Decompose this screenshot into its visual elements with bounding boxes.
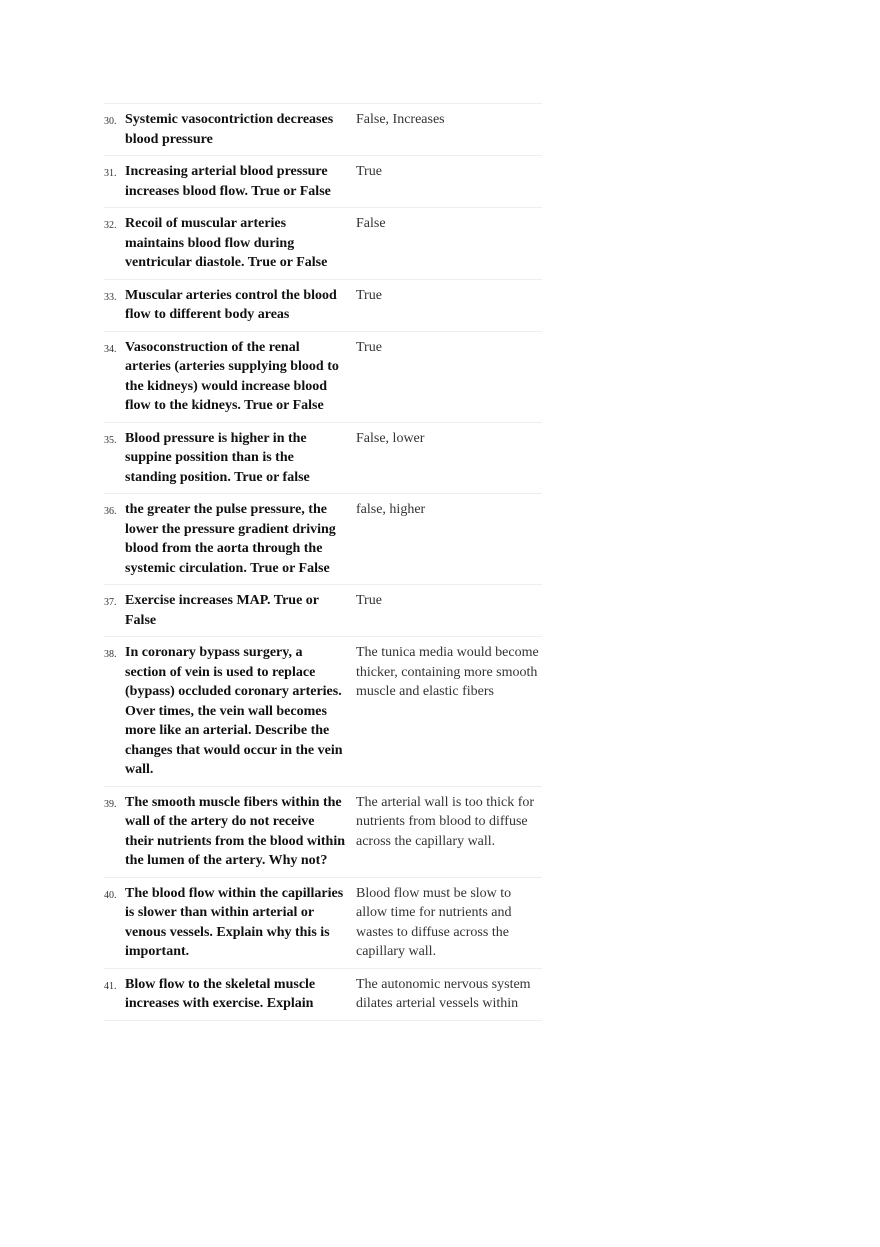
question-text: Muscular arteries control the blood flow to different body areas bbox=[125, 287, 337, 322]
question-number: 34. bbox=[104, 343, 117, 355]
answer-text: False, Increases bbox=[356, 112, 445, 127]
answer-text: Blood flow must be slow to allow time for nutrients and wastes to diffuse across the capillary wall. bbox=[356, 885, 512, 959]
question-text: The blood flow within the capillaries is slower than within arterial or venous vessels. Explain why this is important. bbox=[125, 885, 344, 959]
answer-text: The autonomic nervous system dilates arterial vessels within bbox=[356, 976, 531, 1011]
question-text: Systemic vasocontriction decreases blood pressure bbox=[125, 112, 334, 147]
qa-row bbox=[104, 207, 542, 279]
answer-text: False bbox=[356, 216, 386, 231]
question-number: 40. bbox=[104, 889, 117, 901]
question-number: 35. bbox=[104, 434, 117, 446]
question-number: 32. bbox=[104, 220, 117, 231]
question-number: 36. bbox=[104, 506, 117, 517]
question-text: Increasing arterial blood pressure increases blood flow. True or False bbox=[125, 164, 331, 199]
question-number: 37. bbox=[104, 597, 117, 608]
question-text: In coronary bypass surgery, a section of vein is used to replace (bypass) occluded coronary arteries. Over times, the vein wall becomes more like an arterial. Describe the changes that would occur in the vein wall. bbox=[125, 645, 343, 777]
answer-text: True bbox=[356, 287, 382, 303]
question-text: The smooth muscle fibers within the wall of the artery do not receive their nutrients from the blood within the lumen of the artery. Why not? bbox=[125, 794, 345, 868]
answer-text: False, lower bbox=[356, 430, 425, 446]
question-number: 31. bbox=[104, 168, 117, 179]
qa-row bbox=[104, 968, 542, 1021]
answer-text: The tunica media would become thicker, containing more smooth muscle and elastic fibers bbox=[356, 645, 539, 699]
question-text: Vasoconstruction of the renal arteries (arteries supplying blood to the kidneys) would increase blood flow to the kidneys. True or False bbox=[125, 339, 339, 413]
question-number: 30. bbox=[104, 116, 117, 127]
answer-text: True bbox=[356, 593, 382, 608]
answer-text: The arterial wall is too thick for nutrients from blood to diffuse across the capillary wall. bbox=[356, 794, 535, 849]
qa-row bbox=[104, 103, 542, 155]
question-text: Blow flow to the skeletal muscle increases with exercise. Explain bbox=[125, 976, 316, 1011]
question-number: 39. bbox=[104, 798, 117, 810]
question-number: 33. bbox=[104, 291, 117, 303]
answer-text: True bbox=[356, 339, 382, 355]
qa-row bbox=[104, 422, 542, 494]
answer-text: false, higher bbox=[356, 502, 426, 517]
qa-row bbox=[104, 331, 542, 422]
qa-row bbox=[104, 636, 542, 786]
qa-row bbox=[104, 877, 542, 968]
question-text: the greater the pulse pressure, the lower the pressure gradient driving blood from the aorta through the systemic circulation. True or False bbox=[125, 502, 336, 576]
question-number: 38. bbox=[104, 649, 117, 660]
qa-row bbox=[104, 786, 542, 877]
question-number: 41. bbox=[104, 980, 117, 992]
qa-row bbox=[104, 493, 542, 584]
question-text: Recoil of muscular arteries maintains blood flow during ventricular diastole. True or False bbox=[125, 216, 328, 270]
qa-row bbox=[104, 155, 542, 207]
question-text: Blood pressure is higher in the suppine possition than is the standing position. True or false bbox=[125, 430, 310, 485]
question-answer-table bbox=[104, 103, 542, 1021]
qa-row bbox=[104, 279, 542, 331]
qa-row bbox=[104, 584, 542, 636]
question-text: Exercise increases MAP. True or False bbox=[125, 593, 319, 628]
answer-text: True bbox=[356, 164, 382, 179]
